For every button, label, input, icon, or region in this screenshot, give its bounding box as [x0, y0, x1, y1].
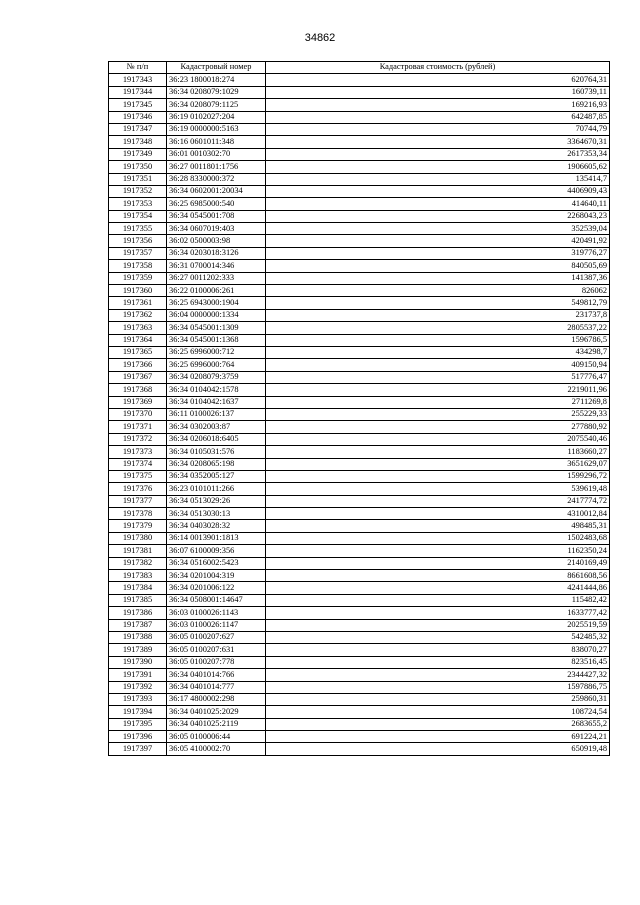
cadastral-number-cell: 36:34 0403028:32 — [167, 520, 266, 532]
cadastral-value-cell: 141387,36 — [266, 272, 610, 284]
table-row — [109, 545, 610, 557]
cadastral-number-cell: 36:19 0000000:5163 — [167, 123, 266, 135]
cadastral-value-cell: 231737,8 — [266, 309, 610, 321]
cadastral-value-cell: 70744,79 — [266, 123, 610, 135]
table-row — [109, 446, 610, 458]
row-index-cell: 1917397 — [109, 743, 167, 755]
cadastral-value-cell: 160739,11 — [266, 86, 610, 98]
table-row — [109, 570, 610, 582]
table-row — [109, 99, 610, 111]
cadastral-value-cell: 840505,69 — [266, 260, 610, 272]
table-row — [109, 136, 610, 148]
table-row — [109, 173, 610, 185]
row-index-cell: 1917392 — [109, 681, 167, 693]
table-row — [109, 185, 610, 197]
cadastral-value-cell: 108724,54 — [266, 706, 610, 718]
row-index-cell: 1917380 — [109, 532, 167, 544]
table-row — [109, 557, 610, 569]
row-index-cell: 1917349 — [109, 148, 167, 160]
table-row — [109, 470, 610, 482]
table-row — [109, 74, 610, 86]
cadastral-number-cell: 36:34 0104042:1637 — [167, 396, 266, 408]
table-row — [109, 495, 610, 507]
table-row — [109, 433, 610, 445]
cadastral-number-cell: 36:03 0100026:1147 — [167, 619, 266, 631]
cadastral-value-cell: 3364670,31 — [266, 136, 610, 148]
table-row — [109, 111, 610, 123]
row-index-cell: 1917396 — [109, 731, 167, 743]
cadastral-number-cell: 36:34 0516002:5423 — [167, 557, 266, 569]
table-row — [109, 520, 610, 532]
row-index-cell: 1917370 — [109, 408, 167, 420]
row-index-cell: 1917388 — [109, 631, 167, 643]
cadastral-value-cell: 2268043,23 — [266, 210, 610, 222]
table-row — [109, 86, 610, 98]
cadastral-number-cell: 36:25 6943000:1904 — [167, 297, 266, 309]
table-row — [109, 743, 610, 755]
cadastral-number-cell: 36:17 4800002:298 — [167, 693, 266, 705]
cadastral-value-cell: 642487,85 — [266, 111, 610, 123]
cadastral-value-cell: 498485,31 — [266, 520, 610, 532]
row-index-cell: 1917394 — [109, 706, 167, 718]
cadastral-number-cell: 36:05 0100207:778 — [167, 656, 266, 668]
cadastral-number-cell: 36:34 0401014:766 — [167, 669, 266, 681]
table-row — [109, 272, 610, 284]
cadastral-number-cell: 36:05 0100006:44 — [167, 731, 266, 743]
cadastral-number-cell: 36:19 0102027:204 — [167, 111, 266, 123]
cadastral-number-cell: 36:25 6996000:764 — [167, 359, 266, 371]
table-row — [109, 706, 610, 718]
cadastral-value-cell: 135414,7 — [266, 173, 610, 185]
cadastral-number-cell: 36:34 0513029:26 — [167, 495, 266, 507]
cadastral-value-cell: 420491,92 — [266, 235, 610, 247]
cadastral-value-cell: 169216,93 — [266, 99, 610, 111]
cadastral-number-cell: 36:34 0201006:122 — [167, 582, 266, 594]
cadastral-value-table — [108, 61, 610, 756]
row-index-cell: 1917385 — [109, 594, 167, 606]
table-row — [109, 223, 610, 235]
cadastral-value-cell: 115482,42 — [266, 594, 610, 606]
row-index-cell: 1917353 — [109, 198, 167, 210]
column-header-index: № п/п — [109, 62, 167, 74]
row-index-cell: 1917378 — [109, 508, 167, 520]
row-index-cell: 1917381 — [109, 545, 167, 557]
cadastral-value-cell: 352539,04 — [266, 223, 610, 235]
row-index-cell: 1917348 — [109, 136, 167, 148]
cadastral-value-cell: 1633777,42 — [266, 607, 610, 619]
row-index-cell: 1917371 — [109, 421, 167, 433]
cadastral-value-cell: 409150,94 — [266, 359, 610, 371]
cadastral-number-cell: 36:04 0000000:1334 — [167, 309, 266, 321]
row-index-cell: 1917389 — [109, 644, 167, 656]
table-row — [109, 681, 610, 693]
cadastral-value-cell: 650919,48 — [266, 743, 610, 755]
row-index-cell: 1917343 — [109, 74, 167, 86]
cadastral-number-cell: 36:34 0545001:1309 — [167, 322, 266, 334]
table-row — [109, 334, 610, 346]
cadastral-number-cell: 36:34 0208065:198 — [167, 458, 266, 470]
row-index-cell: 1917362 — [109, 309, 167, 321]
row-index-cell: 1917386 — [109, 607, 167, 619]
cadastral-number-cell: 36:34 0208079:1125 — [167, 99, 266, 111]
column-header-cadastral-value: Кадастровая стоимость (рублей) — [266, 62, 610, 74]
cadastral-value-cell: 2025519,59 — [266, 619, 610, 631]
cadastral-value-cell: 2683655,2 — [266, 718, 610, 730]
cadastral-value-cell: 434298,7 — [266, 346, 610, 358]
cadastral-value-cell: 2344427,32 — [266, 669, 610, 681]
cadastral-value-cell: 539619,48 — [266, 483, 610, 495]
table-row — [109, 508, 610, 520]
cadastral-number-cell: 36:34 0401014:777 — [167, 681, 266, 693]
cadastral-number-cell: 36:34 0401025:2029 — [167, 706, 266, 718]
cadastral-number-cell: 36:34 0208079:1029 — [167, 86, 266, 98]
cadastral-value-cell: 1599296,72 — [266, 470, 610, 482]
row-index-cell: 1917365 — [109, 346, 167, 358]
table-row — [109, 260, 610, 272]
cadastral-number-cell: 36:31 0700014:346 — [167, 260, 266, 272]
row-index-cell: 1917374 — [109, 458, 167, 470]
table-row — [109, 309, 610, 321]
row-index-cell: 1917345 — [109, 99, 167, 111]
cadastral-number-cell: 36:34 0201004:319 — [167, 570, 266, 582]
row-index-cell: 1917347 — [109, 123, 167, 135]
table-row — [109, 718, 610, 730]
table-row — [109, 359, 610, 371]
cadastral-value-cell: 620764,31 — [266, 74, 610, 86]
cadastral-value-cell: 549812,79 — [266, 297, 610, 309]
cadastral-value-cell: 542485,32 — [266, 631, 610, 643]
table-row — [109, 148, 610, 160]
cadastral-number-cell: 36:07 6100009:356 — [167, 545, 266, 557]
cadastral-value-cell: 2711269,8 — [266, 396, 610, 408]
cadastral-value-cell: 1183660,27 — [266, 446, 610, 458]
cadastral-value-cell: 826062 — [266, 285, 610, 297]
cadastral-number-cell: 36:34 0208079:3759 — [167, 371, 266, 383]
row-index-cell: 1917358 — [109, 260, 167, 272]
cadastral-value-cell: 4310012,84 — [266, 508, 610, 520]
cadastral-number-cell: 36:34 0545001:708 — [167, 210, 266, 222]
table-row — [109, 458, 610, 470]
cadastral-value-cell: 414640,11 — [266, 198, 610, 210]
table-row — [109, 198, 610, 210]
table-row — [109, 371, 610, 383]
cadastral-value-cell: 4241444,86 — [266, 582, 610, 594]
row-index-cell: 1917369 — [109, 396, 167, 408]
row-index-cell: 1917356 — [109, 235, 167, 247]
cadastral-number-cell: 36:34 0513030:13 — [167, 508, 266, 520]
row-index-cell: 1917361 — [109, 297, 167, 309]
row-index-cell: 1917354 — [109, 210, 167, 222]
table-row — [109, 297, 610, 309]
cadastral-number-cell: 36:34 0508001:14647 — [167, 594, 266, 606]
table-row — [109, 247, 610, 259]
cadastral-value-cell: 2417774,72 — [266, 495, 610, 507]
cadastral-number-cell: 36:22 0100006:261 — [167, 285, 266, 297]
row-index-cell: 1917383 — [109, 570, 167, 582]
cadastral-number-cell: 36:34 0302003:87 — [167, 421, 266, 433]
cadastral-number-cell: 36:02 0500003:98 — [167, 235, 266, 247]
cadastral-value-cell: 277880,92 — [266, 421, 610, 433]
cadastral-number-cell: 36:34 0206018:6405 — [167, 433, 266, 445]
cadastral-value-cell: 838070,27 — [266, 644, 610, 656]
table-row — [109, 384, 610, 396]
cadastral-value-cell: 2805537,22 — [266, 322, 610, 334]
row-index-cell: 1917384 — [109, 582, 167, 594]
row-index-cell: 1917372 — [109, 433, 167, 445]
table-row — [109, 594, 610, 606]
cadastral-number-cell: 36:34 0105031:576 — [167, 446, 266, 458]
row-index-cell: 1917387 — [109, 619, 167, 631]
table-row — [109, 483, 610, 495]
row-index-cell: 1917367 — [109, 371, 167, 383]
row-index-cell: 1917355 — [109, 223, 167, 235]
row-index-cell: 1917395 — [109, 718, 167, 730]
column-header-cadastral-number: Кадастровый номер — [167, 62, 266, 74]
row-index-cell: 1917366 — [109, 359, 167, 371]
table-row — [109, 693, 610, 705]
row-index-cell: 1917391 — [109, 669, 167, 681]
table-row — [109, 322, 610, 334]
cadastral-value-cell: 823516,45 — [266, 656, 610, 668]
cadastral-number-cell: 36:11 0100026:137 — [167, 408, 266, 420]
table-row — [109, 408, 610, 420]
cadastral-number-cell: 36:14 0013901:1813 — [167, 532, 266, 544]
cadastral-number-cell: 36:34 0203018:3126 — [167, 247, 266, 259]
row-index-cell: 1917393 — [109, 693, 167, 705]
cadastral-number-cell: 36:23 0101011:266 — [167, 483, 266, 495]
cadastral-number-cell: 36:27 0011202:333 — [167, 272, 266, 284]
table-body — [109, 74, 610, 755]
table-row — [109, 532, 610, 544]
table-row — [109, 396, 610, 408]
table-row — [109, 619, 610, 631]
cadastral-number-cell: 36:05 0100207:627 — [167, 631, 266, 643]
table-row — [109, 161, 610, 173]
table-row — [109, 631, 610, 643]
row-index-cell: 1917359 — [109, 272, 167, 284]
row-index-cell: 1917382 — [109, 557, 167, 569]
row-index-cell: 1917390 — [109, 656, 167, 668]
cadastral-number-cell: 36:05 4100002:70 — [167, 743, 266, 755]
cadastral-value-cell: 259860,31 — [266, 693, 610, 705]
cadastral-number-cell: 36:34 0352005:127 — [167, 470, 266, 482]
cadastral-value-cell: 1906605,62 — [266, 161, 610, 173]
table-row — [109, 210, 610, 222]
row-index-cell: 1917352 — [109, 185, 167, 197]
cadastral-value-cell: 2617353,34 — [266, 148, 610, 160]
table-row — [109, 123, 610, 135]
row-index-cell: 1917375 — [109, 470, 167, 482]
cadastral-number-cell: 36:01 0010302:70 — [167, 148, 266, 160]
cadastral-number-cell: 36:03 0100026:1143 — [167, 607, 266, 619]
cadastral-number-cell: 36:34 0401025:2119 — [167, 718, 266, 730]
cadastral-value-cell: 3651629,07 — [266, 458, 610, 470]
table-header-row — [109, 62, 610, 74]
table-row — [109, 656, 610, 668]
cadastral-number-cell: 36:27 0011801:1756 — [167, 161, 266, 173]
table-row — [109, 346, 610, 358]
table-row — [109, 235, 610, 247]
row-index-cell: 1917350 — [109, 161, 167, 173]
cadastral-number-cell: 36:34 0545001:1368 — [167, 334, 266, 346]
cadastral-value-cell: 319776,27 — [266, 247, 610, 259]
table-row — [109, 285, 610, 297]
cadastral-value-cell: 691224,21 — [266, 731, 610, 743]
row-index-cell: 1917360 — [109, 285, 167, 297]
cadastral-value-cell: 1597886,75 — [266, 681, 610, 693]
cadastral-value-cell: 517776,47 — [266, 371, 610, 383]
row-index-cell: 1917377 — [109, 495, 167, 507]
cadastral-value-cell: 1596786,5 — [266, 334, 610, 346]
row-index-cell: 1917368 — [109, 384, 167, 396]
cadastral-number-cell: 36:28 8330000:372 — [167, 173, 266, 185]
table-row — [109, 607, 610, 619]
row-index-cell: 1917376 — [109, 483, 167, 495]
cadastral-number-cell: 36:34 0602001:20034 — [167, 185, 266, 197]
cadastral-number-cell: 36:34 0104042:1578 — [167, 384, 266, 396]
row-index-cell: 1917379 — [109, 520, 167, 532]
cadastral-value-cell: 2219011,96 — [266, 384, 610, 396]
row-index-cell: 1917363 — [109, 322, 167, 334]
cadastral-value-cell: 1502483,68 — [266, 532, 610, 544]
page-number: 34862 — [304, 32, 336, 44]
cadastral-number-cell: 36:16 0601011:348 — [167, 136, 266, 148]
cadastral-value-cell: 4406909,43 — [266, 185, 610, 197]
cadastral-number-cell: 36:25 6985000:540 — [167, 198, 266, 210]
row-index-cell: 1917373 — [109, 446, 167, 458]
row-index-cell: 1917346 — [109, 111, 167, 123]
cadastral-value-cell: 2140169,49 — [266, 557, 610, 569]
table-row — [109, 669, 610, 681]
cadastral-value-cell: 1162350,24 — [266, 545, 610, 557]
table-row — [109, 644, 610, 656]
row-index-cell: 1917351 — [109, 173, 167, 185]
cadastral-number-cell: 36:05 0100207:631 — [167, 644, 266, 656]
cadastral-number-cell: 36:25 6996000:712 — [167, 346, 266, 358]
row-index-cell: 1917344 — [109, 86, 167, 98]
table-row — [109, 421, 610, 433]
cadastral-value-cell: 8661608,56 — [266, 570, 610, 582]
table-row — [109, 731, 610, 743]
table-row — [109, 582, 610, 594]
row-index-cell: 1917357 — [109, 247, 167, 259]
cadastral-number-cell: 36:23 1800018:274 — [167, 74, 266, 86]
cadastral-value-cell: 2075540,46 — [266, 433, 610, 445]
cadastral-number-cell: 36:34 0607019:403 — [167, 223, 266, 235]
cadastral-value-cell: 255229,33 — [266, 408, 610, 420]
row-index-cell: 1917364 — [109, 334, 167, 346]
